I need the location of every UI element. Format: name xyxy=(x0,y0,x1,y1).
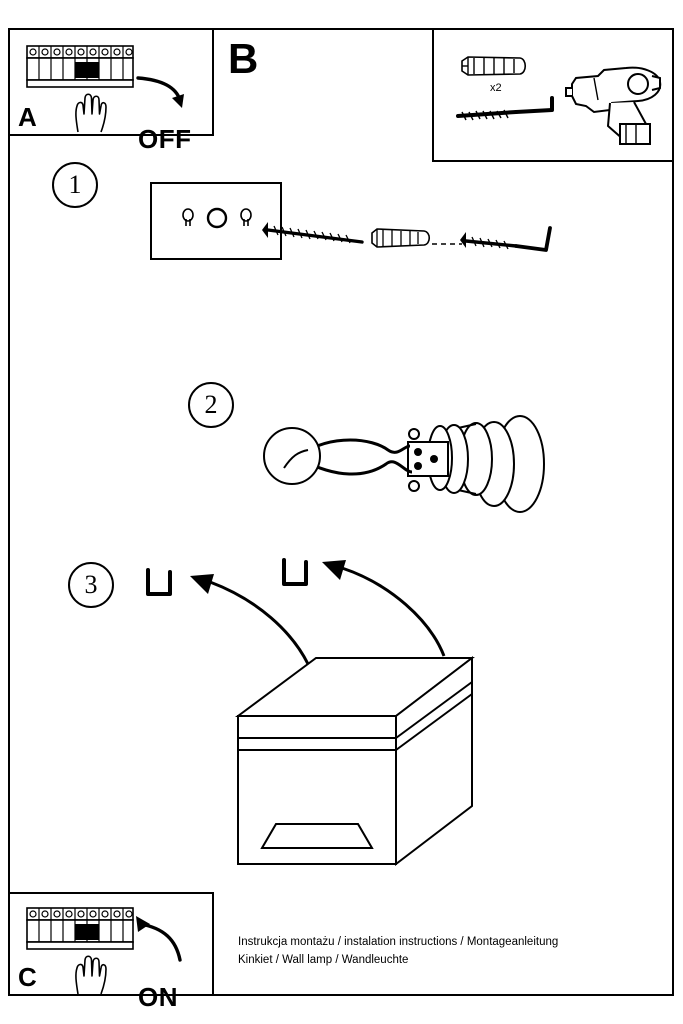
panel-c-letter: C xyxy=(18,962,37,992)
wall-plug-icon xyxy=(458,52,530,80)
panel-a xyxy=(8,28,214,154)
panel-c xyxy=(8,892,214,1012)
panel-a-state-label: OFF xyxy=(138,124,192,154)
lamp-socket-icon xyxy=(262,394,560,526)
hand-pointing-icon xyxy=(70,86,112,134)
step-3-badge: 3 xyxy=(68,562,114,608)
power-drill-icon xyxy=(564,48,668,152)
screw-hook-icon xyxy=(456,94,572,136)
footer-line-2: Kinkiet / Wall lamp / Wandleuchte xyxy=(238,953,409,966)
panel-c-state-label: ON xyxy=(138,982,178,1012)
panel-b-quantity-label: x2 xyxy=(490,82,502,94)
footer-text-block xyxy=(238,934,558,970)
arrow-curved-icon xyxy=(314,550,454,660)
step-1-badge: 1 xyxy=(52,162,98,208)
wall-plug-icon xyxy=(368,224,434,252)
panel-b-letter: B xyxy=(228,35,259,82)
panel-a-letter: A xyxy=(18,102,37,132)
screw-hook-icon xyxy=(456,216,568,272)
panel-b xyxy=(432,28,674,162)
step-2-badge: 2 xyxy=(188,382,234,428)
screw-icon xyxy=(258,212,370,260)
arrow-up-curved-icon xyxy=(134,914,188,964)
hook-icon xyxy=(140,566,180,608)
hand-pointing-icon xyxy=(70,948,112,996)
footer-line-1: Instrukcja montażu / instalation instructions / Montageanleitung xyxy=(238,936,559,948)
cube-wall-lamp-icon xyxy=(232,652,482,874)
arrow-down-curved-icon xyxy=(134,74,188,118)
